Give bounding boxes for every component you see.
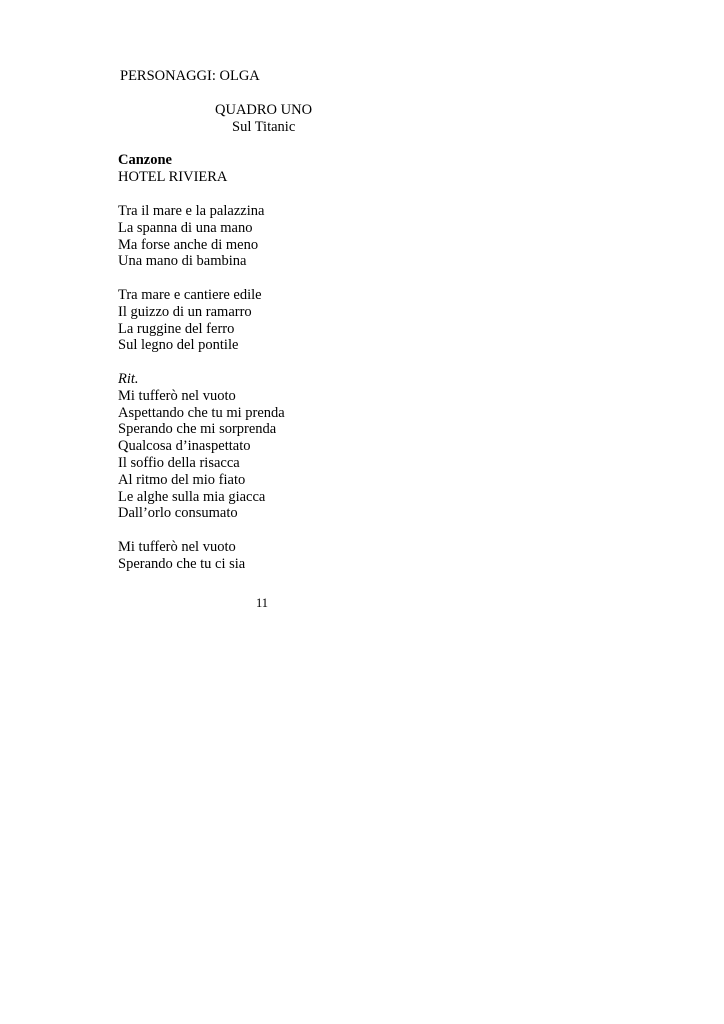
scene-title: QUADRO UNO <box>215 102 313 118</box>
verse-line: Al ritmo del mio fiato <box>118 471 246 488</box>
verse-line: Aspettando che tu mi prenda <box>118 404 285 421</box>
verse-line: Mi tufferò nel vuoto <box>118 387 236 404</box>
verse-line: Tra mare e cantiere edile <box>118 287 262 303</box>
verse-line: Le alghe sulla mia giacca <box>118 488 266 505</box>
characters-line: PERSONAGGI: OLGA <box>120 68 260 84</box>
verse-line: Il soffio della risacca <box>118 454 240 471</box>
verse-line: Il guizzo di un ramarro <box>118 303 252 320</box>
refrain-label: Rit. <box>118 371 139 387</box>
song-label: Canzone <box>118 152 172 168</box>
stanza-4 <box>118 539 245 573</box>
verse-line: Sperando che mi sorprenda <box>118 421 277 438</box>
verse-line: La spanna di una mano <box>118 219 253 236</box>
stanza-2 <box>118 287 262 354</box>
verse-line: Dall’orlo consumato <box>118 505 238 522</box>
scene-subtitle: Sul Titanic <box>232 119 296 135</box>
stanza-1 <box>118 203 264 270</box>
verse-line: Sul legno del pontile <box>118 337 239 354</box>
verse-line: Una mano di bambina <box>118 253 247 270</box>
song-title: HOTEL RIVIERA <box>118 169 228 185</box>
verse-line: Tra il mare e la palazzina <box>118 203 265 219</box>
page-number: 11 <box>256 596 269 610</box>
refrain <box>118 371 285 522</box>
verse-line: Sperando che tu ci sia <box>118 555 246 572</box>
verse-line: Ma forse anche di meno <box>118 236 259 253</box>
verse-line: Mi tufferò nel vuoto <box>118 539 236 555</box>
verse-line: Qualcosa d’inaspettato <box>118 438 251 455</box>
verse-line: La ruggine del ferro <box>118 320 235 337</box>
